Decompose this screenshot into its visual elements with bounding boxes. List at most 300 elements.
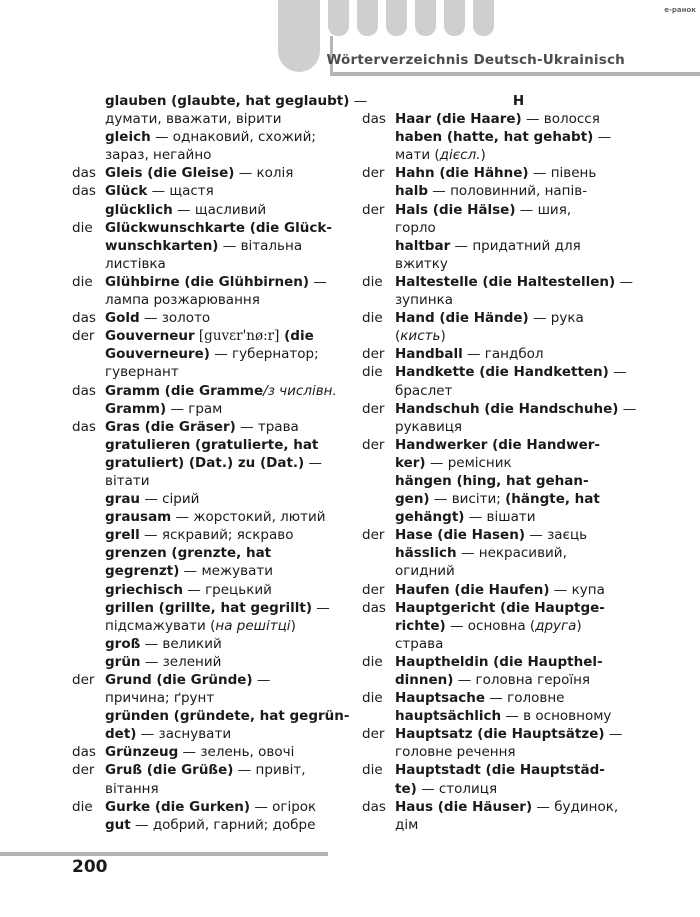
headword: Glück	[105, 183, 148, 200]
translation: думати, вважати, вірити	[105, 111, 282, 128]
translation: вітати	[105, 472, 150, 489]
translation: — яскравий; яскраво	[139, 527, 294, 544]
translation: браслет	[395, 382, 453, 399]
translation: —	[349, 93, 368, 109]
translation: — огірок	[250, 798, 317, 815]
dictionary-line	[72, 291, 342, 309]
headword: te)	[395, 780, 417, 797]
translation: — рука	[528, 310, 584, 327]
dictionary-line	[72, 508, 342, 526]
translation: — сірий	[140, 491, 200, 508]
entry-text	[395, 635, 443, 653]
entry-text	[395, 110, 600, 128]
entry-text	[395, 363, 627, 381]
note-italic: дієсл.	[439, 147, 481, 164]
dictionary-line	[72, 743, 342, 761]
dictionary-line	[72, 581, 342, 599]
dictionary-line	[72, 454, 342, 472]
translation: — волосся	[521, 111, 600, 128]
entry-text	[105, 743, 294, 761]
dictionary-line	[72, 599, 342, 617]
translation: причина; ґрунт	[105, 690, 215, 707]
dictionary-line	[72, 400, 342, 418]
entry-text	[395, 581, 605, 599]
headword: Hand (die Hände)	[395, 310, 529, 327]
translation: —	[309, 273, 327, 290]
dictionary-line	[72, 237, 342, 255]
headword: gen)	[395, 491, 430, 508]
translation: — губернатор;	[209, 346, 319, 363]
dictionary-line	[362, 164, 642, 182]
translation: )	[576, 617, 582, 634]
dictionary-line	[72, 689, 342, 707]
entry-text	[105, 382, 337, 400]
entry-text	[105, 164, 293, 182]
entry-text	[105, 544, 271, 562]
dictionary-line	[362, 725, 642, 743]
dictionary-line	[362, 327, 642, 345]
translation: — межувати	[179, 563, 273, 580]
translation: листівка	[105, 255, 166, 272]
entry-text	[395, 146, 486, 164]
translation: — купа	[549, 581, 605, 598]
entry-text	[395, 798, 618, 816]
headword: Hauptheldin (die Haupthel-	[395, 653, 603, 670]
translation: —	[252, 672, 271, 688]
article: das	[72, 744, 96, 761]
dictionary-line	[362, 237, 642, 255]
entry-text	[105, 490, 199, 508]
entry-text	[105, 617, 296, 635]
dictionary-line	[72, 653, 342, 671]
dictionary-line	[362, 599, 642, 617]
page-title: Wörterverzeichnis Deutsch-Ukrainisch	[326, 52, 625, 68]
entry-text	[105, 526, 293, 544]
article: die	[362, 762, 383, 779]
dictionary-line	[72, 255, 342, 273]
translation: головне речення	[395, 744, 516, 761]
entry-text	[105, 562, 273, 580]
article: der	[72, 762, 95, 779]
note-italic: на решітці	[215, 617, 291, 634]
translation: рукавиця	[395, 418, 463, 435]
translation: — будинок,	[532, 798, 619, 815]
headword: Hase (die Hasen)	[395, 527, 525, 544]
entry-text	[105, 92, 367, 110]
headword: Gruß (die Grüße)	[105, 762, 234, 779]
translation: — золото	[139, 310, 211, 327]
entry-text	[395, 237, 581, 255]
headword: Haus (die Häuser)	[395, 798, 533, 815]
translation: —	[593, 129, 612, 146]
headword: groß	[105, 635, 141, 652]
entry-text	[395, 617, 582, 635]
header-bar	[473, 0, 494, 36]
dictionary-line	[72, 635, 342, 653]
entry-text	[395, 689, 564, 707]
entry-text	[395, 219, 436, 237]
translation: — шия,	[515, 201, 572, 218]
dictionary-line	[72, 816, 342, 834]
entry-text	[105, 237, 302, 255]
entry-text	[105, 400, 222, 418]
dictionary-line	[362, 653, 642, 671]
translation: — ремісник	[425, 454, 512, 471]
dictionary-line	[362, 454, 642, 472]
header-bar	[386, 0, 407, 36]
header-bar	[415, 0, 436, 36]
translation: — грам	[166, 400, 223, 417]
headword: Gramm)	[105, 400, 167, 417]
article: der	[362, 436, 385, 453]
translation: — основна (	[445, 617, 536, 634]
dictionary-line	[362, 345, 642, 363]
translation: горло	[395, 219, 436, 236]
headword: haltbar	[395, 237, 451, 254]
entry-text	[105, 110, 282, 128]
entry-text	[105, 671, 270, 689]
entry-text	[395, 671, 590, 689]
dictionary-line	[72, 345, 342, 363]
dictionary-line	[362, 146, 642, 164]
article: das	[362, 798, 386, 815]
entry-text	[105, 273, 327, 291]
headword: Grund (die Gründe)	[105, 672, 253, 688]
entry-text	[395, 490, 600, 508]
headword: dinnen)	[395, 672, 454, 688]
translation: —	[608, 364, 627, 381]
entry-text	[395, 382, 452, 400]
dictionary-line	[72, 671, 342, 689]
headword: griechisch	[105, 581, 183, 598]
article: die	[362, 273, 383, 290]
dictionary-line	[362, 562, 642, 580]
headword: Hauptsatz (die Hauptsätze)	[395, 726, 605, 743]
headword: gehängt)	[395, 509, 465, 526]
dictionary-line	[362, 689, 642, 707]
dictionary-line	[362, 363, 642, 381]
headword: wunschkarten)	[105, 237, 219, 254]
translation: — столиця	[416, 780, 498, 797]
headword: grau	[105, 491, 141, 508]
headword: Gramm (die Gramme	[105, 382, 264, 399]
headword: Hauptsache	[395, 690, 486, 707]
dictionary-line	[72, 382, 342, 400]
article: das	[362, 111, 386, 128]
headword: glücklich	[105, 201, 173, 218]
dictionary-line	[72, 761, 342, 779]
translation: вітання	[105, 780, 159, 797]
translation: )	[290, 617, 296, 634]
headword: Handball	[395, 346, 463, 363]
dictionary-line	[72, 273, 342, 291]
headword: ker)	[395, 454, 426, 471]
translation: — висіти;	[429, 491, 506, 508]
entry-text	[105, 508, 326, 526]
translation: —	[312, 599, 330, 616]
headword: Hauptgericht (die Hauptge-	[395, 599, 605, 616]
headword: grün	[105, 653, 141, 670]
dictionary-line	[362, 400, 642, 418]
dictionary-line	[362, 635, 642, 653]
translation: — некрасивий,	[456, 545, 567, 562]
headword: Hals (die Hälse)	[395, 201, 516, 218]
entry-text	[395, 725, 622, 743]
headword: (hängte, hat	[505, 491, 600, 508]
headword: gut	[105, 816, 131, 833]
dictionary-line	[72, 725, 342, 743]
dictionary-line	[362, 798, 642, 816]
article: das	[72, 183, 96, 200]
translation: — великий	[140, 635, 222, 652]
translation: лампа розжарювання	[105, 292, 260, 309]
dictionary-line	[362, 255, 642, 273]
headword: Haufen (die Haufen)	[395, 581, 550, 598]
entry-text	[105, 327, 314, 345]
entry-text	[105, 581, 272, 599]
translation: — головне	[485, 690, 565, 707]
headword: hässlich	[395, 545, 457, 562]
entry-text	[105, 255, 166, 273]
translation: підсмажувати (	[105, 617, 216, 634]
dictionary-line	[72, 617, 342, 635]
headword: Gras (die Gräser)	[105, 418, 236, 435]
translation: — півень	[528, 165, 597, 182]
translation: —	[304, 454, 323, 471]
headword: Handkette (die Handketten)	[395, 364, 609, 381]
dictionary-line	[72, 707, 350, 725]
entry-text	[395, 201, 571, 219]
dictionary-line	[362, 291, 642, 309]
footer-rule	[0, 852, 328, 856]
dictionary-line	[72, 472, 342, 490]
dictionary-line	[72, 798, 342, 816]
entry-text	[395, 780, 497, 798]
headword: hauptsächlich	[395, 708, 502, 725]
article: der	[72, 328, 95, 345]
headword: Hauptstadt (die Hauptstäd-	[395, 762, 605, 779]
headword: Glühbirne (die Glühbirnen)	[105, 273, 310, 290]
entry-text	[105, 201, 266, 219]
headword: det)	[105, 726, 137, 743]
headword: gratuliert) (Dat.) zu (Dat.)	[105, 454, 305, 471]
entry-text	[105, 689, 214, 707]
dictionary-line	[362, 761, 642, 779]
header-bar	[328, 0, 349, 36]
header-rule	[330, 72, 700, 76]
headword: Haltestelle (die Haltestellen)	[395, 273, 616, 290]
translation: — щасливий	[172, 201, 267, 218]
entry-text	[395, 761, 605, 779]
translation: гувернант	[105, 364, 179, 381]
entry-text	[105, 309, 210, 327]
dictionary-line	[362, 182, 642, 200]
entry-text	[395, 743, 516, 761]
entry-text	[105, 128, 316, 146]
header-bar	[444, 0, 465, 36]
translation: — вітальна	[218, 237, 303, 254]
article: die	[362, 310, 383, 327]
right-column	[362, 92, 642, 834]
entry-text	[105, 436, 318, 454]
entry-text	[395, 436, 600, 454]
translation: — заєць	[525, 527, 588, 544]
translation: дім	[395, 816, 419, 833]
headword: Gouverneur	[105, 328, 195, 345]
article: der	[362, 201, 385, 218]
header-tab	[278, 0, 320, 72]
article: der	[362, 346, 385, 363]
left-column	[72, 92, 368, 834]
dictionary-line	[362, 92, 642, 110]
headword: Glückwunschkarte (die Glück-	[105, 219, 332, 236]
article: das	[72, 418, 96, 435]
dictionary-line	[362, 707, 642, 725]
dictionary-line	[362, 526, 642, 544]
article: das	[72, 310, 96, 327]
dictionary-line	[362, 544, 642, 562]
dictionary-line	[72, 146, 342, 164]
entry-text	[395, 255, 448, 273]
entry-text	[395, 508, 536, 526]
headword: hängen (hing, hat gehan-	[395, 472, 589, 489]
headword: Grünzeug	[105, 744, 179, 761]
entry-text	[105, 599, 330, 617]
dictionary-line	[72, 544, 342, 562]
entry-text	[105, 635, 222, 653]
headword: (die	[279, 328, 314, 345]
dictionary-line	[72, 526, 342, 544]
headword: Handschuh (die Handschuhe)	[395, 400, 619, 417]
translation: — головна героїня	[453, 672, 591, 688]
dictionary-line	[362, 110, 642, 128]
dictionary-line	[362, 671, 642, 689]
translation: — придатний для	[450, 237, 581, 254]
dictionary-line	[362, 816, 642, 834]
entry-text	[105, 707, 349, 725]
translation: — щастя	[147, 183, 214, 200]
headword: Gurke (die Gurken)	[105, 798, 251, 815]
headword: gegrenzt)	[105, 563, 180, 580]
article: die	[362, 690, 383, 707]
translation: — трава	[235, 418, 299, 435]
dictionary-line	[362, 780, 642, 798]
entry-text	[105, 146, 211, 164]
article: die	[362, 653, 383, 670]
entry-text	[105, 454, 322, 472]
translation: — в основному	[501, 708, 612, 725]
entry-text	[105, 653, 221, 671]
entry-text	[395, 526, 587, 544]
translation: — половинний, напів-	[428, 183, 588, 200]
entry-text	[395, 544, 567, 562]
dictionary-line	[362, 490, 642, 508]
translation: зараз, негайно	[105, 147, 212, 164]
dictionary-line	[72, 92, 368, 110]
article: der	[362, 581, 385, 598]
dictionary-line	[362, 128, 642, 146]
article: das	[362, 599, 386, 616]
dictionary-line	[362, 581, 642, 599]
dictionary-line	[362, 436, 642, 454]
headword: gleich	[105, 129, 151, 146]
dictionary-line	[72, 363, 342, 381]
translation: — вішати	[464, 509, 536, 526]
translation: — жорстокий, лютий	[171, 509, 326, 526]
entry-text	[105, 780, 159, 798]
entry-text	[105, 291, 260, 309]
dictionary-line	[362, 273, 642, 291]
entry-text	[395, 309, 584, 327]
translation: мати (	[395, 147, 440, 164]
entry-text	[395, 327, 446, 345]
translation: — зелений	[140, 653, 222, 670]
translation: (	[395, 328, 401, 345]
article: die	[72, 798, 93, 815]
dictionary-line	[362, 508, 642, 526]
entry-text	[395, 454, 512, 472]
entry-text	[105, 472, 149, 490]
entry-text	[105, 219, 332, 237]
entry-text	[395, 164, 596, 182]
headword: grillen (grillte, hat gegrillt)	[105, 599, 313, 616]
translation: —	[604, 726, 623, 743]
entry-text	[395, 653, 603, 671]
transcription: [guvɛr'nø:r]	[194, 328, 280, 345]
headword: grenzen (grenzte, hat	[105, 545, 272, 562]
headword: gratulieren (gratulierte, hat	[105, 436, 319, 453]
page-number: 200	[72, 857, 108, 877]
dictionary-line	[72, 418, 342, 436]
translation: огидний	[395, 563, 455, 580]
headword: gründen (gründete, hat gegrün-	[105, 708, 350, 725]
entry-text	[395, 707, 611, 725]
entry-text	[395, 345, 544, 363]
headword: halb	[395, 183, 429, 200]
entry-text	[395, 400, 636, 418]
translation: )	[440, 328, 446, 345]
dictionary-line	[72, 780, 342, 798]
translation: страва	[395, 635, 444, 652]
headword: glauben (glaubte, hat geglaubt)	[105, 93, 350, 109]
entry-text	[395, 418, 462, 436]
dictionary-line	[72, 309, 342, 327]
article: die	[362, 364, 383, 381]
entry-text	[105, 363, 179, 381]
header-bar	[357, 0, 378, 36]
note-italic: друга	[535, 617, 577, 634]
translation: — добрий, гарний; добре	[130, 816, 316, 833]
entry-text	[105, 345, 319, 363]
dictionary-line	[72, 182, 342, 200]
headword: Hahn (die Hähne)	[395, 165, 529, 182]
article: das	[72, 165, 96, 182]
article: die	[72, 219, 93, 236]
entry-text	[105, 798, 316, 816]
article: die	[72, 273, 93, 290]
dictionary-line	[362, 418, 642, 436]
dictionary-line	[362, 219, 642, 237]
headword: richte)	[395, 617, 446, 634]
entry-text	[395, 599, 605, 617]
entry-text	[105, 725, 231, 743]
translation: —	[618, 400, 637, 417]
entry-text	[395, 128, 611, 146]
note-italic: /з числівн.	[263, 382, 337, 399]
dictionary-line	[72, 164, 342, 182]
translation: — заснувати	[136, 726, 232, 743]
headword: Handwerker (die Handwer-	[395, 436, 600, 453]
